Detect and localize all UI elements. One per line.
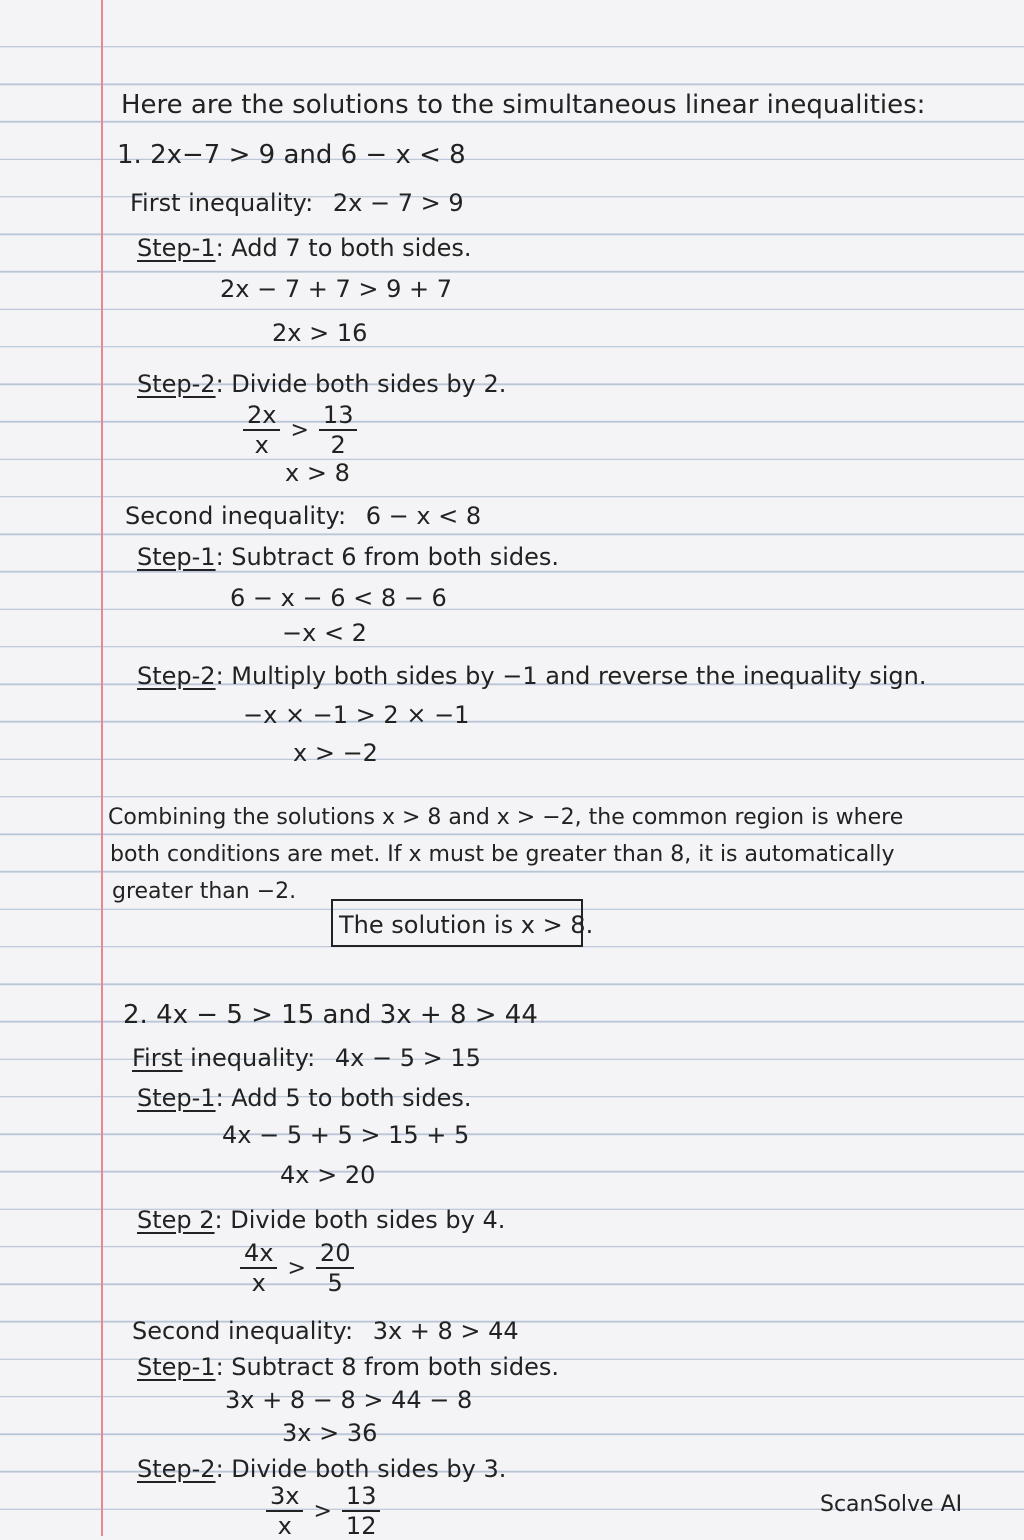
p1-step3 <box>137 542 559 572</box>
p1-fraction <box>243 401 357 459</box>
p1-step4-line1: −x × −1 > 2 × −1 <box>243 701 470 729</box>
p2-first-label-rest: inequality: <box>182 1044 316 1072</box>
p1-step2-text: : Divide both sides by 2. <box>215 370 507 398</box>
p1-step2-label: Step-2 <box>137 370 216 398</box>
p1-step1-line1: 2x − 7 + 7 > 9 + 7 <box>220 275 453 303</box>
p2-step2-label: Step 2 <box>137 1206 215 1234</box>
p1-step1-label: Step-1 <box>137 234 216 262</box>
margin-line <box>101 0 103 1536</box>
p1-frac-left-den: x <box>254 431 269 459</box>
p1-first-expr: 2x − 7 > 9 <box>332 189 464 217</box>
p1-step2-result: x > 8 <box>285 459 350 487</box>
p2-step4-text: : Divide both sides by 3. <box>215 1455 507 1483</box>
p2-fraction <box>240 1239 354 1297</box>
p2-step1 <box>137 1083 471 1113</box>
p2-fraction-2 <box>266 1482 380 1540</box>
p2-second-label: Second inequality: <box>132 1317 354 1345</box>
p2-step1-line2: 4x > 20 <box>280 1161 376 1189</box>
p2-step4 <box>137 1454 506 1484</box>
combine-line-2: both conditions are met. If x must be greater than 8, it is automatically <box>110 842 895 867</box>
p1-step3-text: : Subtract 6 from both sides. <box>215 543 560 571</box>
p1-step4-line2: x > −2 <box>293 739 378 767</box>
p1-frac-op: > <box>290 417 309 443</box>
p2-step3-text: : Subtract 8 from both sides. <box>215 1353 560 1381</box>
p2-step2 <box>137 1205 505 1235</box>
p2-step2-text: : Divide both sides by 4. <box>214 1206 506 1234</box>
p2-frac2-right-num: 13 <box>342 1482 381 1512</box>
p2-step3-line1: 3x + 8 − 8 > 44 − 8 <box>225 1386 473 1414</box>
p2-step4-label: Step-2 <box>137 1455 216 1483</box>
p2-frac-op: > <box>287 1255 306 1281</box>
p1-step3-label: Step-1 <box>137 543 216 571</box>
p1-step1 <box>137 233 471 263</box>
p2-frac2-left-den: x <box>277 1512 292 1540</box>
p2-frac2-op: > <box>313 1498 332 1524</box>
p1-first-label: First inequality: <box>130 189 314 217</box>
combine-line-1: Combining the solutions x > 8 and x > −2, the common region is where <box>108 805 904 830</box>
p2-step1-line1: 4x − 5 + 5 > 15 + 5 <box>222 1121 470 1149</box>
p1-step3-line1: 6 − x − 6 < 8 − 6 <box>230 584 447 612</box>
problem-1-header: 1. 2x−7 > 9 and 6 − x < 8 <box>117 140 466 170</box>
p2-frac2-left-num: 3x <box>266 1482 303 1512</box>
problem-2-header: 2. 4x − 5 > 15 and 3x + 8 > 44 <box>123 1000 538 1030</box>
p2-frac-left-den: x <box>251 1269 266 1297</box>
p1-second-label: Second inequality: <box>125 502 347 530</box>
p2-step1-text: : Add 5 to both sides. <box>215 1084 472 1112</box>
p1-frac-right-num: 13 <box>319 401 358 431</box>
p1-step2 <box>137 369 506 399</box>
p2-second-expr: 3x + 8 > 44 <box>372 1317 519 1345</box>
solution-text: The solution is x > 8. <box>339 911 594 939</box>
p2-second-inequality <box>132 1316 519 1346</box>
combine-line-3: greater than −2. <box>112 879 297 904</box>
p1-step1-line2: 2x > 16 <box>272 319 368 347</box>
p2-frac-right-num: 20 <box>316 1239 355 1269</box>
p2-step3 <box>137 1352 559 1382</box>
p1-frac-left-num: 2x <box>243 401 280 431</box>
p1-frac-right-den: 2 <box>330 431 346 459</box>
p1-step4-text: : Multiply both sides by −1 and reverse the inequality sign. <box>215 662 927 690</box>
intro-heading: Here are the solutions to the simultaneous linear inequalities: <box>121 90 926 120</box>
p2-step3-label: Step-1 <box>137 1353 216 1381</box>
solution-box <box>331 899 594 947</box>
p1-first-inequality <box>130 188 464 218</box>
p2-first-inequality <box>132 1043 481 1073</box>
p2-frac2-right-den: 12 <box>345 1512 377 1540</box>
p1-second-expr: 6 − x < 8 <box>365 502 482 530</box>
brand-watermark: ScanSolve AI <box>820 1492 963 1517</box>
p2-step1-label: Step-1 <box>137 1084 216 1112</box>
p2-first-label: First <box>132 1044 183 1072</box>
p2-first-expr: 4x − 5 > 15 <box>334 1044 481 1072</box>
p1-step3-line2: −x < 2 <box>282 619 367 647</box>
p1-step4-label: Step-2 <box>137 662 216 690</box>
p2-frac-left-num: 4x <box>240 1239 277 1269</box>
p1-second-inequality <box>125 501 481 531</box>
p1-step1-text: : Add 7 to both sides. <box>215 234 472 262</box>
p2-frac-right-den: 5 <box>327 1269 343 1297</box>
p2-step3-line2: 3x > 36 <box>282 1419 378 1447</box>
p1-step4 <box>137 661 927 691</box>
